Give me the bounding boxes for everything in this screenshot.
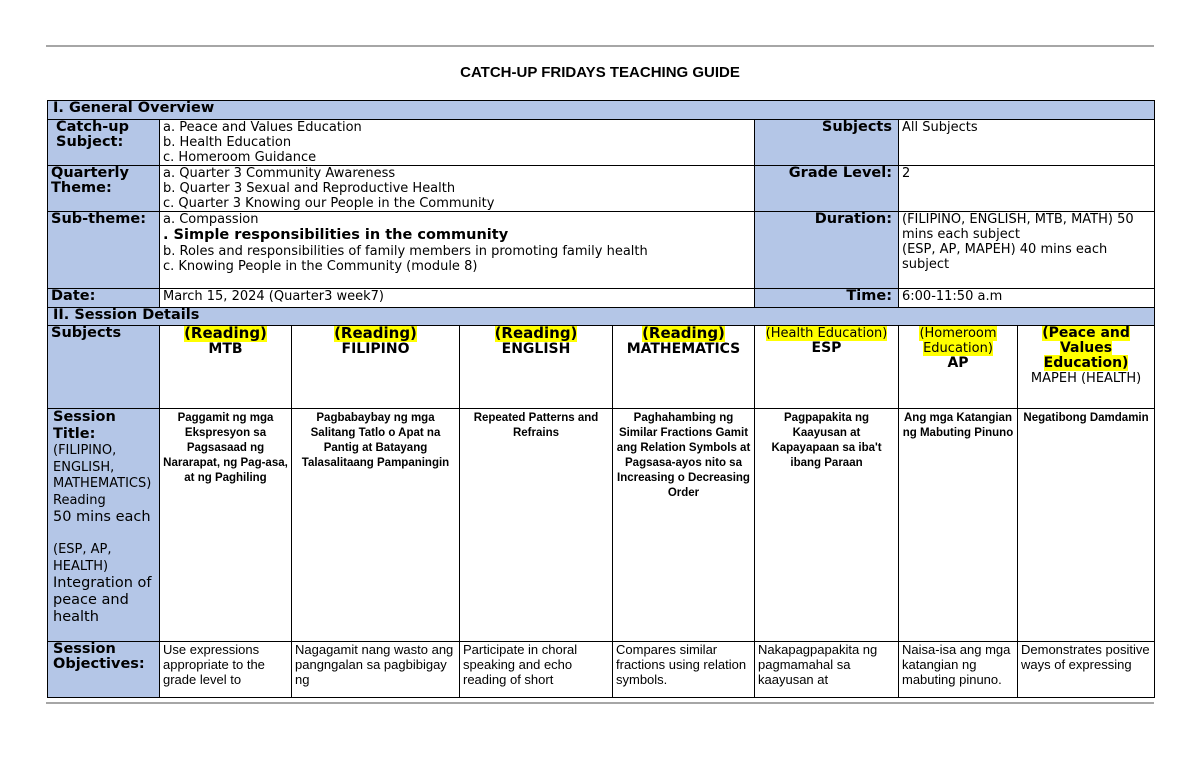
subject-column-english xyxy=(460,326,613,409)
subject-name: MAPEH (HEALTH) xyxy=(1030,371,1142,386)
subtheme-item-b: b. Roles and responsibilities of family members in promoting family health xyxy=(163,244,648,259)
top-rule xyxy=(46,45,1154,47)
duration-line: (FILIPINO, ENGLISH, MTB, MATH) 50 mins each subject xyxy=(902,212,1134,242)
session-title-filipino: Pagbabaybay ng mga Salitang Tatlo o Apat na Pantig at Batayang Talasalitaang Pampaningin xyxy=(292,409,460,642)
catchup-subject-list xyxy=(160,120,755,166)
subtheme-item-bold: . Simple responsibilities in the community xyxy=(163,227,509,243)
subject-column-ap xyxy=(899,326,1018,409)
subject-tag: (Health Education) xyxy=(765,326,888,341)
session-title-ap: Ang mga Katangian ng Mabuting Pinuno xyxy=(899,409,1018,642)
objective-english: Participate in choral speaking and echo reading of short xyxy=(460,642,613,698)
subject-name: MATHEMATICS xyxy=(626,341,741,357)
subject-tag: (Reading) xyxy=(334,325,417,342)
subject-name: FILIPINO xyxy=(341,341,410,357)
session-objectives-label: Session Objectives: xyxy=(48,642,160,698)
duration-line: (ESP, AP, MAPEH) 40 mins each subject xyxy=(902,242,1108,272)
subject-column-esp xyxy=(755,326,899,409)
session-title-esp: Pagpapakita ng Kaayusan at Kapayapaan sa iba't ibang Paraan xyxy=(755,409,899,642)
duration-label: Duration: xyxy=(755,212,899,289)
subject-tag: (Reading) xyxy=(642,325,725,342)
quarterly-item: a. Quarter 3 Community Awareness xyxy=(163,166,396,181)
objective-mapeh: Demonstrates positive ways of expressing xyxy=(1018,642,1155,698)
note-text: (FILIPINO, ENGLISH, MATHEMATICS) Reading xyxy=(53,443,152,508)
quarterly-item: c. Quarter 3 Knowing our People in the Community xyxy=(163,196,495,211)
subjects-label: Subjects xyxy=(755,120,899,166)
subtheme-list xyxy=(160,212,755,289)
session-title-mathematics: Paghahambing ng Similar Fractions Gamit ang Relation Symbols at Pagsasa-ayos nito sa Increasing o Decreasing Order xyxy=(613,409,755,642)
quarterly-item: b. Quarter 3 Sexual and Reproductive Health xyxy=(163,181,456,196)
time-label: Time: xyxy=(755,289,899,308)
session-title-mtb: Paggamit ng mga Ekspresyon sa Pagsasaad ng Nararapat, ng Pag-asa, at ng Paghiling xyxy=(160,409,292,642)
session-title-label-cell xyxy=(48,409,160,642)
subject-name: ESP xyxy=(811,340,842,356)
grade-level-value: 2 xyxy=(899,166,1155,212)
objective-ap: Naisa-isa ang mga katangian ng mabuting pinuno. xyxy=(899,642,1018,698)
catchup-item: b. Health Education xyxy=(163,135,292,150)
grade-level-label: Grade Level: xyxy=(755,166,899,212)
objective-esp: Nakapagpapakita ng pagmamahal sa kaayusan at xyxy=(755,642,899,698)
objective-mtb: Use expressions appropriate to the grade level to xyxy=(160,642,292,698)
subtheme-item-c: c. Knowing People in the Community (module 8) xyxy=(163,259,478,274)
catchup-item: a. Peace and Values Education xyxy=(163,120,362,135)
subjects-value: All Subjects xyxy=(899,120,1155,166)
objective-mathematics: Compares similar fractions using relation symbols. xyxy=(613,642,755,698)
session-title-note: Integration of peace and health xyxy=(53,575,152,625)
quarterly-theme-list xyxy=(160,166,755,212)
session-title-note: (ESP, AP, HEALTH) xyxy=(53,542,112,574)
quarterly-theme-label: Quarterly Theme: xyxy=(48,166,160,212)
subject-name: MTB xyxy=(208,341,243,357)
session-details-heading: II. Session Details xyxy=(48,308,1155,326)
subject-tag: (Peace and Values Education) xyxy=(1042,325,1130,371)
objective-filipino: Nagagamit nang wasto ang pangngalan sa pagbibigay ng xyxy=(292,642,460,698)
subject-column-mapeh xyxy=(1018,326,1155,409)
subject-name: AP xyxy=(947,355,969,371)
subject-column-filipino xyxy=(292,326,460,409)
subtheme-item-a: a. Compassion xyxy=(163,212,259,227)
subject-tag: (Reading) xyxy=(494,325,578,342)
teaching-guide-table xyxy=(47,100,1155,698)
date-label: Date: xyxy=(48,289,160,308)
catchup-item: c. Homeroom Guidance xyxy=(163,150,317,165)
date-value: March 15, 2024 (Quarter3 week7) xyxy=(160,289,755,308)
page-title: CATCH-UP FRIDAYS TEACHING GUIDE xyxy=(460,64,740,81)
session-title-mapeh: Negatibong Damdamin xyxy=(1018,409,1155,642)
time-value: 6:00-11:50 a.m xyxy=(899,289,1155,308)
session-title-label: Session Title: xyxy=(53,409,116,442)
subjects-row-label: Subjects xyxy=(48,326,160,409)
catchup-subject-label: Catch-up Subject: xyxy=(48,120,160,166)
subtheme-label: Sub-theme: xyxy=(48,212,160,289)
bottom-rule xyxy=(46,702,1154,704)
subject-name: ENGLISH xyxy=(501,341,571,357)
session-title-note: 50 mins each xyxy=(53,509,151,525)
subject-column-mtb xyxy=(160,326,292,409)
subject-column-mathematics xyxy=(613,326,755,409)
general-overview-heading: I. General Overview xyxy=(48,101,1155,120)
session-title-note xyxy=(53,443,156,509)
subject-tag: (Reading) xyxy=(184,325,267,342)
subject-tag: (Homeroom Education) xyxy=(919,326,997,356)
session-title-english: Repeated Patterns and Refrains xyxy=(460,409,613,642)
duration-value xyxy=(899,212,1155,289)
